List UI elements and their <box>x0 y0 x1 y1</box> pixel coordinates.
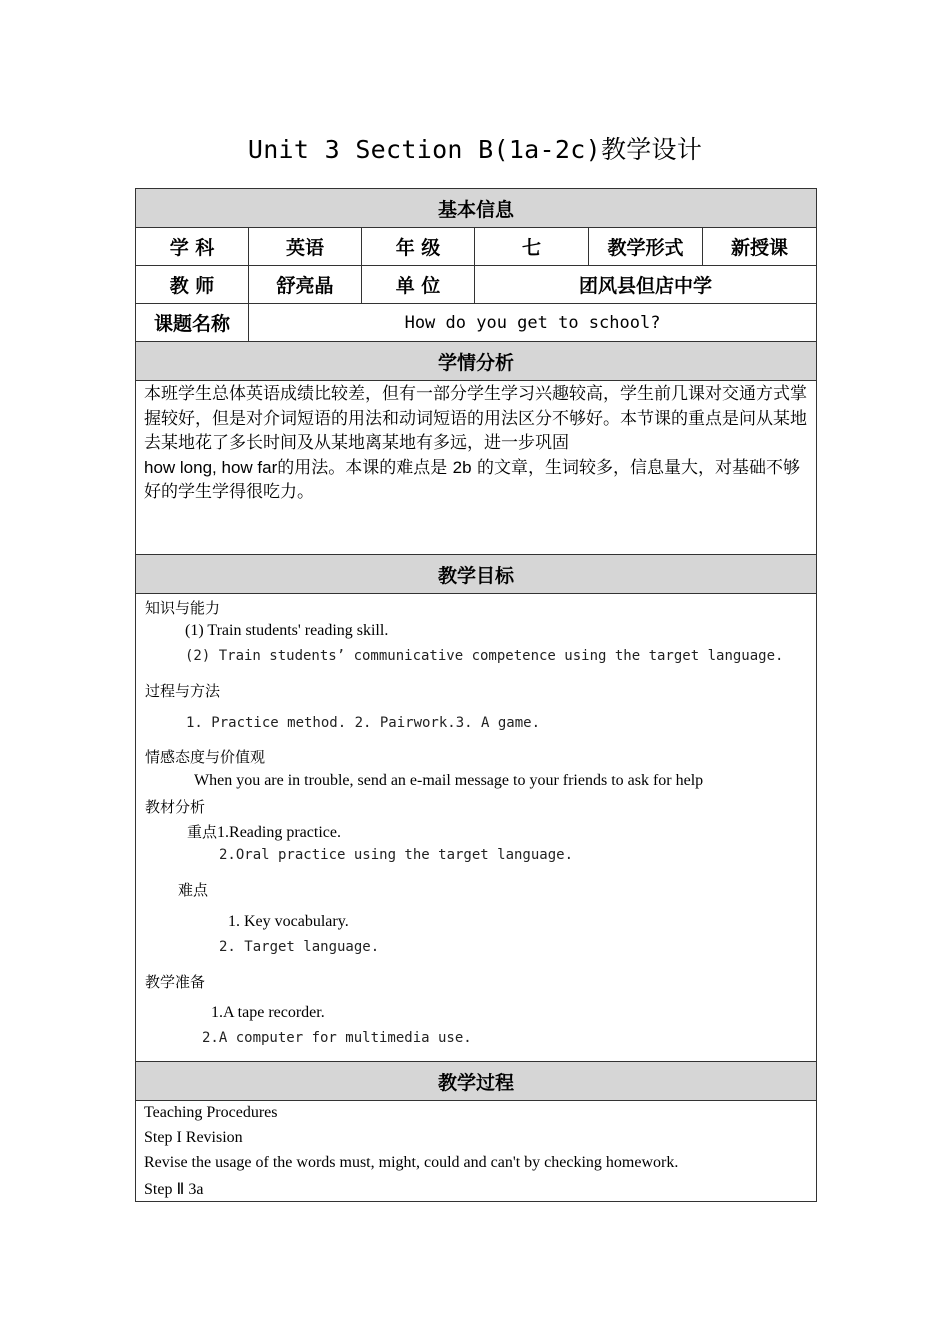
process-body <box>136 1101 817 1202</box>
page-title: Unit 3 Section B(1a-2c)教学设计 <box>247 135 703 164</box>
goals-body <box>136 594 817 1062</box>
process-line-1: Teaching Procedures <box>144 1104 278 1121</box>
difficult-item-1: 1. Key vocabulary. <box>228 913 349 930</box>
form-label: 教学形式 <box>589 228 703 266</box>
knowledge-item-1: (1) Train students' reading skill. <box>185 622 389 639</box>
prep-label: 教学准备 <box>145 973 206 991</box>
emotion-item-1: When you are in trouble, send an e-mail message to your friends to ask for help <box>194 772 704 789</box>
analysis-text-en-1: how long, how far <box>144 457 278 477</box>
material-label: 教材分析 <box>145 798 206 816</box>
grade-value: 七 <box>475 228 589 266</box>
knowledge-item-2: (2) Train students’ communicative competence using the target language. <box>185 648 784 664</box>
difficult-item-2: 2. Target language. <box>219 939 380 955</box>
prep-item-1: 1.A tape recorder. <box>211 1004 325 1021</box>
goals-header: 教学目标 <box>136 555 817 594</box>
analysis-text-2: 的用法。本课的难点是 <box>277 457 448 478</box>
process-item-1: 1. Practice method. 2. Pairwork.3. A game. <box>186 715 541 731</box>
subject-label: 学 科 <box>136 228 249 266</box>
teacher-value: 舒亮晶 <box>249 266 362 304</box>
process-line-3: Revise the usage of the words must, might, could and can't by checking homework. <box>144 1154 679 1171</box>
difficult-label: 难点 <box>178 881 209 899</box>
process-label: 过程与方法 <box>145 682 221 700</box>
form-value: 新授课 <box>703 228 817 266</box>
process-line-2: Step I Revision <box>144 1129 243 1146</box>
unit-value: 团风县但店中学 <box>475 266 817 304</box>
process-line-4: Step Ⅱ 3a <box>144 1181 204 1198</box>
topic-value: How do you get to school? <box>249 304 817 342</box>
topic-label: 课题名称 <box>136 304 249 342</box>
analysis-text-1: 本班学生总体英语成绩比较差，但有一部分学生学习兴趣较高，学生前几课对交通方式掌握较好，但是对介词短语的用法和动词短语的用法区分不够好。本节课的重点是问从某地去某地花了多长时间及从某地离某地有多远，进一步巩固 <box>144 384 807 453</box>
knowledge-label: 知识与能力 <box>145 599 221 617</box>
teacher-label: 教 师 <box>136 266 249 304</box>
analysis-text-en-2: 2b <box>452 457 472 477</box>
analysis-body <box>136 381 817 555</box>
emotion-label: 情感态度与价值观 <box>145 748 266 766</box>
analysis-text-3: 的文章，生词较多，信息量大，对基础不够好的学生学得很吃力。 <box>144 457 800 502</box>
key-item-1: 1.Reading practice. <box>217 824 341 841</box>
prep-item-2: 2.A computer for multimedia use. <box>202 1030 472 1046</box>
grade-label: 年 级 <box>362 228 475 266</box>
key-point-row <box>187 821 341 842</box>
process-header: 教学过程 <box>136 1062 817 1101</box>
subject-value: 英语 <box>249 228 362 266</box>
analysis-header: 学情分析 <box>136 342 817 381</box>
key-item-2: 2.Oral practice using the target language. <box>219 847 574 863</box>
unit-label: 单 位 <box>362 266 475 304</box>
lesson-plan-table <box>135 188 817 1202</box>
basic-info-header: 基本信息 <box>136 189 817 228</box>
key-label: 重点 <box>187 823 218 841</box>
